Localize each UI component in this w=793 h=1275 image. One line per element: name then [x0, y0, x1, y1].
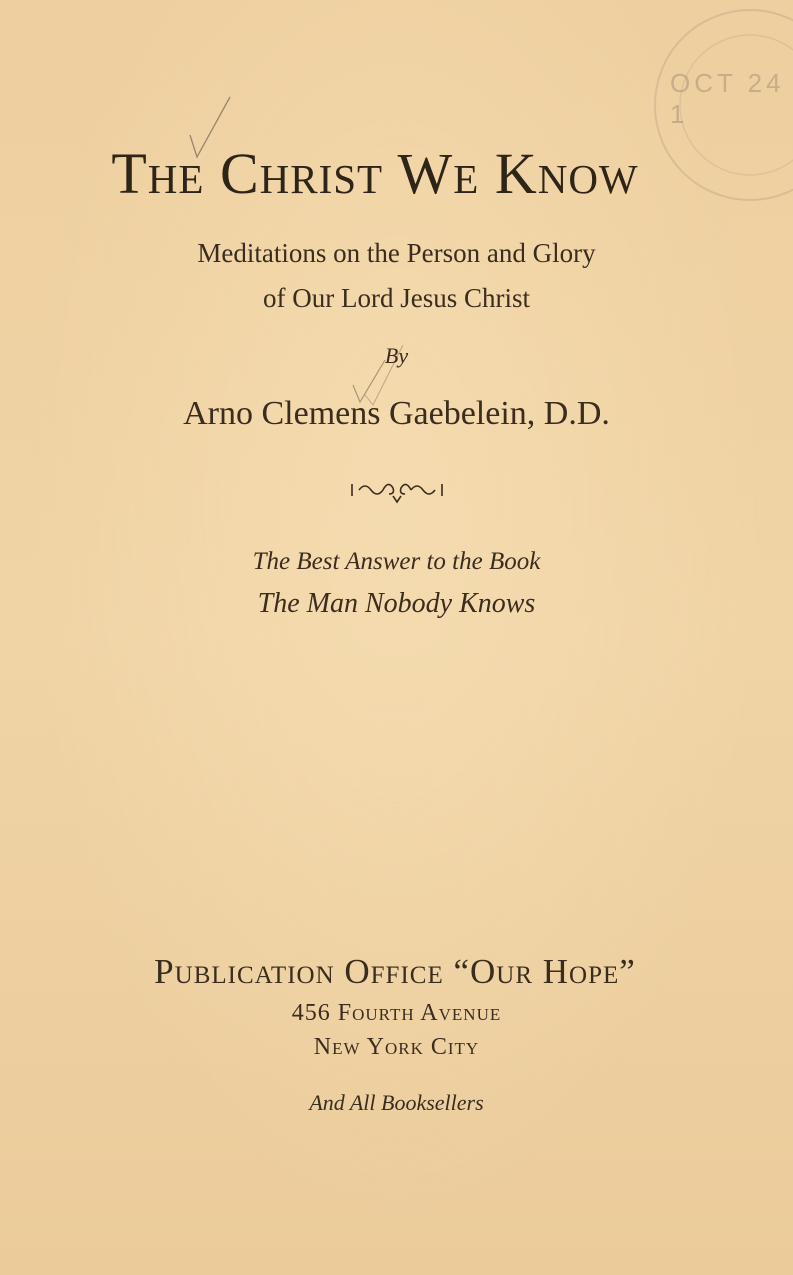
tagline-line-1: The Best Answer to the Book [252, 548, 541, 575]
book-title: The Christ We Know [111, 141, 639, 206]
publisher-name: Publication Office “Our Hope” [154, 952, 636, 991]
author-name: Arno Clemens Gaebelein, D.D. [183, 395, 610, 432]
tagline-line-2: The Man Nobody Knows [257, 588, 536, 619]
publisher-city: New York City [313, 1034, 480, 1060]
publisher-address: 456 Fourth Avenue [291, 1000, 502, 1026]
ornament-icon [349, 478, 445, 506]
subtitle-line-2: of Our Lord Jesus Christ [263, 283, 530, 313]
booksellers-note: And All Booksellers [309, 1090, 484, 1115]
by-label: By [384, 343, 409, 368]
stamp-date: OCT 24 1 [670, 68, 785, 129]
subtitle-line-1: Meditations on the Person and Glory [197, 238, 596, 268]
ornament-divider [0, 478, 793, 511]
